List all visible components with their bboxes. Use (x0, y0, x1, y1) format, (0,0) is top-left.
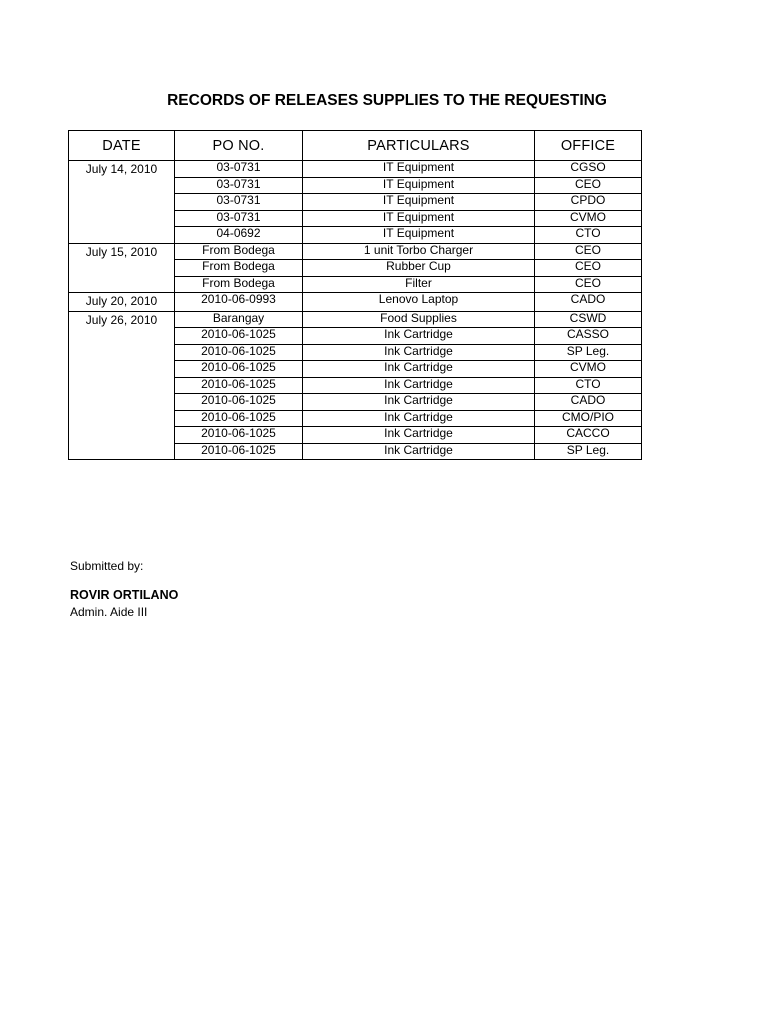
particulars-cell: Ink Cartridge (303, 427, 535, 444)
office-cell: CTO (535, 227, 642, 244)
particulars-cell: 1 unit Torbo Charger (303, 243, 535, 260)
submitted-by-label: Submitted by: (70, 559, 144, 573)
records-table-body (69, 161, 642, 460)
po-number-cell: 2010-06-1025 (175, 377, 303, 394)
date-cell: July 20, 2010 (69, 293, 175, 312)
particulars-cell: Food Supplies (303, 311, 535, 328)
document-title: RECORDS OF RELEASES SUPPLIES TO THE REQUESTING (167, 92, 607, 109)
column-header-date: DATE (69, 131, 175, 161)
office-cell: SP Leg. (535, 443, 642, 460)
table-row (69, 311, 642, 328)
po-number-cell: From Bodega (175, 260, 303, 277)
office-cell: CPDO (535, 194, 642, 211)
date-cell: July 15, 2010 (69, 243, 175, 293)
po-number-cell: 2010-06-1025 (175, 361, 303, 378)
column-header-po-no: PO NO. (175, 131, 303, 161)
office-cell: CADO (535, 394, 642, 411)
office-cell: CVMO (535, 361, 642, 378)
signatory-position: Admin. Aide III (70, 605, 148, 619)
office-cell: CGSO (535, 161, 642, 178)
particulars-cell: Lenovo Laptop (303, 293, 535, 312)
po-number-cell: 2010-06-1025 (175, 394, 303, 411)
particulars-cell: Ink Cartridge (303, 410, 535, 427)
office-cell: CEO (535, 260, 642, 277)
particulars-cell: IT Equipment (303, 210, 535, 227)
office-cell: CMO/PIO (535, 410, 642, 427)
po-number-cell: From Bodega (175, 243, 303, 260)
particulars-cell: Ink Cartridge (303, 443, 535, 460)
po-number-cell: 03-0731 (175, 194, 303, 211)
table-header-row (69, 131, 642, 161)
signatory-name: ROVIR ORTILANO (70, 588, 179, 602)
office-cell: CEO (535, 276, 642, 293)
date-cell: July 26, 2010 (69, 311, 175, 460)
particulars-cell: IT Equipment (303, 194, 535, 211)
po-number-cell: 03-0731 (175, 177, 303, 194)
office-cell: CTO (535, 377, 642, 394)
table-row (69, 161, 642, 178)
po-number-cell: 2010-06-1025 (175, 344, 303, 361)
office-cell: SP Leg. (535, 344, 642, 361)
office-cell: CVMO (535, 210, 642, 227)
office-cell: CSWD (535, 311, 642, 328)
particulars-cell: IT Equipment (303, 161, 535, 178)
po-number-cell: 04-0692 (175, 227, 303, 244)
particulars-cell: IT Equipment (303, 227, 535, 244)
particulars-cell: Ink Cartridge (303, 344, 535, 361)
particulars-cell: Ink Cartridge (303, 394, 535, 411)
po-number-cell: 2010-06-0993 (175, 293, 303, 312)
po-number-cell: 03-0731 (175, 210, 303, 227)
particulars-cell: IT Equipment (303, 177, 535, 194)
column-header-particulars: PARTICULARS (303, 131, 535, 161)
office-cell: CACCO (535, 427, 642, 444)
table-row (69, 243, 642, 260)
po-number-cell: 2010-06-1025 (175, 443, 303, 460)
particulars-cell: Filter (303, 276, 535, 293)
po-number-cell: From Bodega (175, 276, 303, 293)
particulars-cell: Ink Cartridge (303, 361, 535, 378)
office-cell: CEO (535, 177, 642, 194)
table-row (69, 293, 642, 312)
po-number-cell: 03-0731 (175, 161, 303, 178)
po-number-cell: Barangay (175, 311, 303, 328)
po-number-cell: 2010-06-1025 (175, 328, 303, 345)
po-number-cell: 2010-06-1025 (175, 410, 303, 427)
office-cell: CEO (535, 243, 642, 260)
po-number-cell: 2010-06-1025 (175, 427, 303, 444)
particulars-cell: Ink Cartridge (303, 328, 535, 345)
records-table (68, 130, 642, 460)
office-cell: CASSO (535, 328, 642, 345)
particulars-cell: Rubber Cup (303, 260, 535, 277)
date-cell: July 14, 2010 (69, 161, 175, 244)
office-cell: CADO (535, 293, 642, 312)
particulars-cell: Ink Cartridge (303, 377, 535, 394)
column-header-office: OFFICE (535, 131, 642, 161)
